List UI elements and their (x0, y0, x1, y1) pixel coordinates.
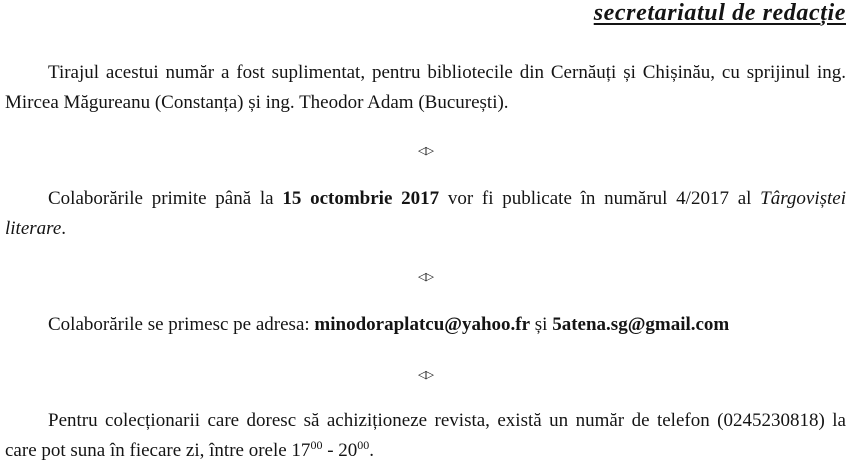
emails-text-before: Colaborările se primesc pe adresa: (48, 314, 315, 335)
end-hour-superscript: 00 (357, 438, 370, 452)
paragraph-phone-orders (5, 406, 846, 466)
paragraph-submissions-deadline (5, 184, 846, 244)
paragraph-text: Tirajul acestui număr a fost suplimentat, pentru bibliotecile din Cernăuți și Chișinău, cu sprijinul ing. Mircea Măgureanu (Constanța) și ing. Theodor Adam (București). (5, 62, 846, 113)
section-heading: secretariatul de redacție (593, 0, 846, 26)
email-address-1[interactable]: minodoraplatcu@yahoo.fr (314, 314, 531, 335)
separator-ornament: ◁▷ (418, 368, 433, 381)
paragraph-print-run (5, 58, 846, 118)
start-hour-superscript: 00 (310, 438, 323, 452)
hour-range-dash: - 20 (322, 440, 358, 461)
emails-conjunction: și (530, 314, 553, 335)
paragraph-contact-emails (5, 310, 846, 340)
separator-ornament: ◁▷ (418, 144, 433, 157)
document-page (5, 0, 846, 466)
separator-ornament: ◁▷ (418, 270, 433, 283)
deadline-text-end: . (61, 218, 67, 239)
magazine-title: Târgoviștei literare (5, 188, 846, 239)
phone-text-before: Pentru colecționarii care doresc să achiziționeze revista, există un număr de telefon (0245230818) la care pot suna în fiecare zi, între orele 17 (5, 410, 846, 461)
email-address-2[interactable]: 5atena.sg@gmail.com (552, 314, 730, 335)
deadline-date: 15 octombrie 2017 (282, 188, 440, 209)
phone-text-end: . (369, 440, 375, 461)
deadline-text-before: Colaborările primite până la (48, 188, 283, 209)
deadline-text-middle: vor fi publicate în numărul 4/2017 al (439, 188, 761, 209)
